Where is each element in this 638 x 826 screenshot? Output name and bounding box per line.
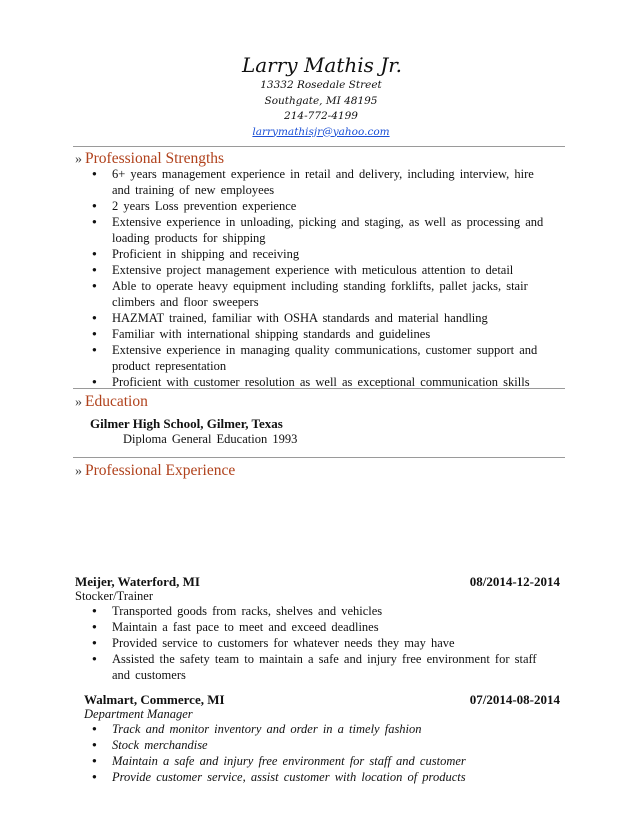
candidate-name: Larry Mathis Jr. — [241, 53, 403, 77]
phone-number: 214-772-4199 — [284, 110, 358, 122]
duty-item: ● Assisted the safety team to maintain a safe and injury free environment for staff and customers — [92, 651, 542, 683]
strength-item: ● Able to operate heavy equipment including standing forklifts, pallet jacks, stair climbers and floor sweepers — [92, 278, 554, 310]
divider-strengths — [73, 388, 565, 389]
city-state-zip: Southgate, MI 48195 — [264, 94, 378, 107]
duty-item: ● Provided service to customers for whatever needs they may have — [92, 635, 542, 651]
duty-item: ● Stock merchandise — [92, 737, 562, 753]
strength-item: ● 2 years Loss prevention experience — [92, 198, 554, 214]
duty-item: ● Transported goods from racks, shelves and vehicles — [92, 603, 542, 619]
section-title-education: Education — [85, 393, 148, 410]
duty-item: ● Maintain a fast pace to meet and exceed deadlines — [92, 619, 542, 635]
job-role-walmart: Department Manager — [84, 707, 193, 721]
job-employer-walmart: Walmart, Commerce, MI — [84, 692, 225, 707]
section-title-experience: Professional Experience — [85, 462, 236, 479]
job-employer-meijer: Meijer, Waterford, MI — [75, 574, 200, 589]
strength-item: ● Extensive project management experience with meticulous attention to detail — [92, 262, 554, 278]
job-dates-meijer: 08/2014-12-2014 — [469, 574, 560, 589]
chevron-icon: » — [75, 464, 82, 479]
job-dates-walmart: 07/2014-08-2014 — [469, 692, 560, 707]
duty-item: ● Provide customer service, assist customer with location of products — [92, 769, 562, 785]
section-education — [75, 393, 148, 412]
duty-item: ● Track and monitor inventory and order in a timely fashion — [92, 721, 562, 737]
strengths-list — [92, 166, 554, 390]
education-diploma: Diploma General Education 1993 — [123, 432, 298, 446]
divider-header — [73, 146, 565, 147]
section-title-strengths: Professional Strengths — [85, 150, 225, 167]
strength-item: ● Extensive experience in managing quality communications, customer support and product representation — [92, 342, 554, 374]
duty-item: ● Maintain a safe and injury free environment for staff and customer — [92, 753, 562, 769]
strength-item: ● Familiar with international shipping standards and guidelines — [92, 326, 554, 342]
divider-education — [73, 457, 565, 458]
email-link[interactable]: larrymathisjr@yahoo.com — [252, 125, 390, 138]
strength-item: ● Proficient with customer resolution as well as exceptional communication skills — [92, 374, 554, 390]
chevron-icon: » — [75, 152, 82, 167]
resume-header — [0, 52, 638, 140]
strength-item: ● HAZMAT trained, familiar with OSHA standards and material handling — [92, 310, 554, 326]
walmart-duties-list — [92, 721, 562, 785]
strength-item: ● 6+ years management experience in retail and delivery, including interview, hire and training of new employees — [92, 166, 554, 198]
strength-item: ● Extensive experience in unloading, picking and staging, as well as processing and loading products for shipping — [92, 214, 554, 246]
education-school: Gilmer High School, Gilmer, Texas — [90, 416, 283, 431]
street-address: 13332 Rosedale Street — [260, 79, 382, 91]
chevron-icon: » — [75, 395, 82, 410]
strength-item: ● Proficient in shipping and receiving — [92, 246, 554, 262]
meijer-duties-list — [92, 603, 542, 683]
job-role-meijer: Stocker/Trainer — [75, 589, 153, 603]
section-professional-experience — [75, 462, 235, 481]
